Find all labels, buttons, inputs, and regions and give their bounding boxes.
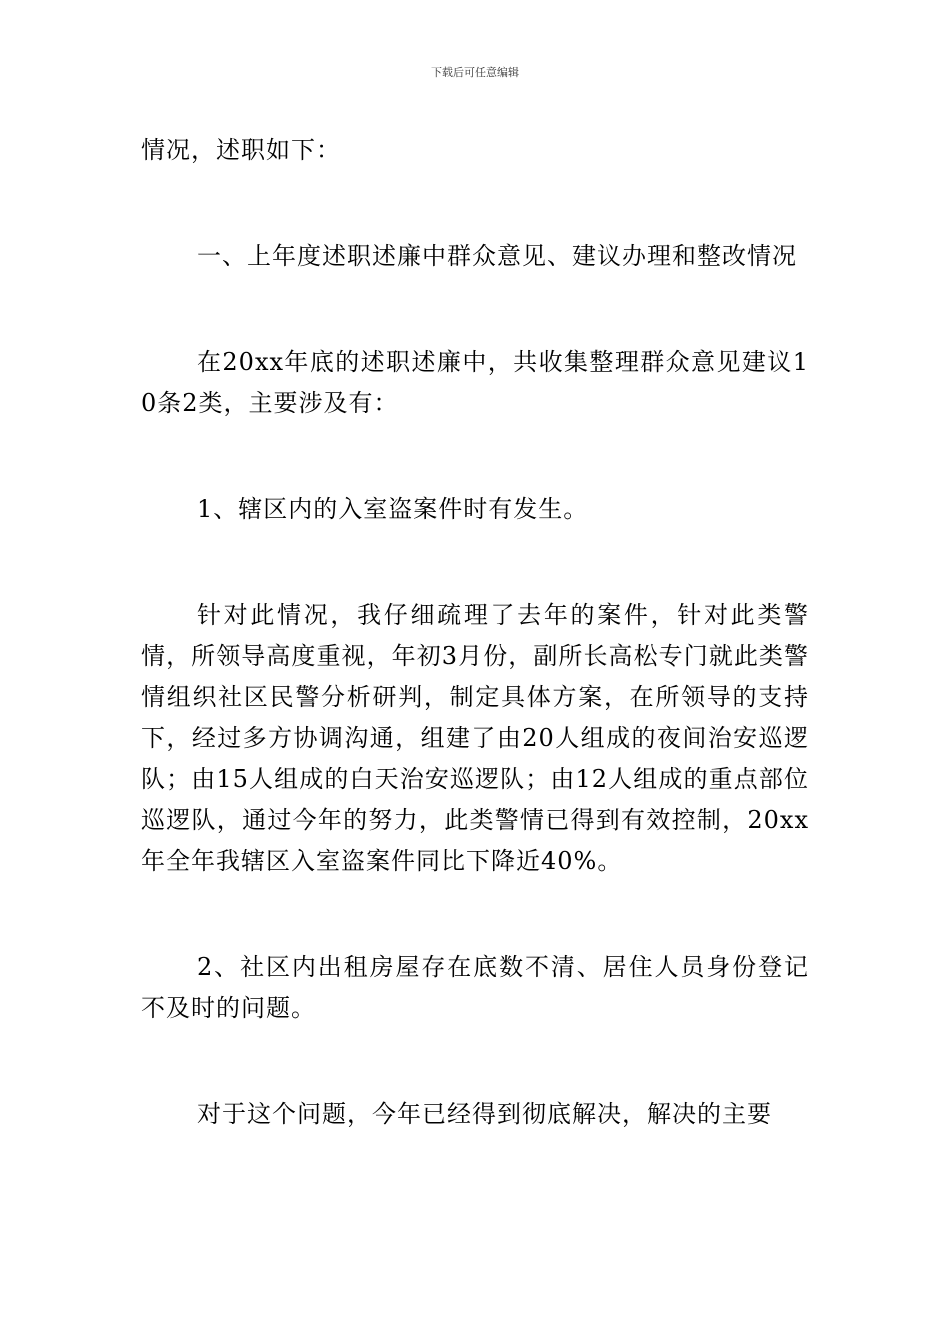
paragraph-gap	[141, 424, 809, 489]
paragraph-intro: 情况，述职如下：	[141, 136, 341, 164]
paragraph-gap	[141, 1029, 809, 1094]
paragraph-gap	[141, 171, 809, 236]
section-heading: 一、上年度述职述廉中群众意见、建议办理和整改情况	[197, 242, 797, 270]
paragraph-gap	[141, 882, 809, 947]
document-body	[141, 130, 809, 1135]
list-item-2: 2、社区内出租房屋存在底数不清、居住人员身份登记不及时的问题。	[141, 953, 809, 1022]
paragraph-response-2: 对于这个问题，今年已经得到彻底解决，解决的主要	[197, 1100, 772, 1128]
header-note: 下载后可任意编辑	[431, 66, 519, 79]
paragraph-gap	[141, 530, 809, 595]
paragraph-response-1: 针对此情况，我仔细疏理了去年的案件，针对此类警情，所领导高度重视，年初3月份，副所长高松专门就此类警情组织社区民警分析研判，制定具体方案，在所领导的支持下，经过多方协调沟通，组建了由20人组成的夜间治安巡逻队；由15人组成的白天治安巡逻队；由12人组成的重点部位巡逻队，通过今年的努力，此类警情已得到有效控制，20xx年全年我辖区入室盗案件同比下降近40%。	[141, 601, 809, 875]
paragraph-summary: 在20xx年底的述职述廉中，共收集整理群众意见建议10条2类，主要涉及有：	[141, 348, 809, 417]
paragraph-gap	[141, 277, 809, 342]
list-item-1: 1、辖区内的入室盗案件时有发生。	[197, 495, 589, 523]
